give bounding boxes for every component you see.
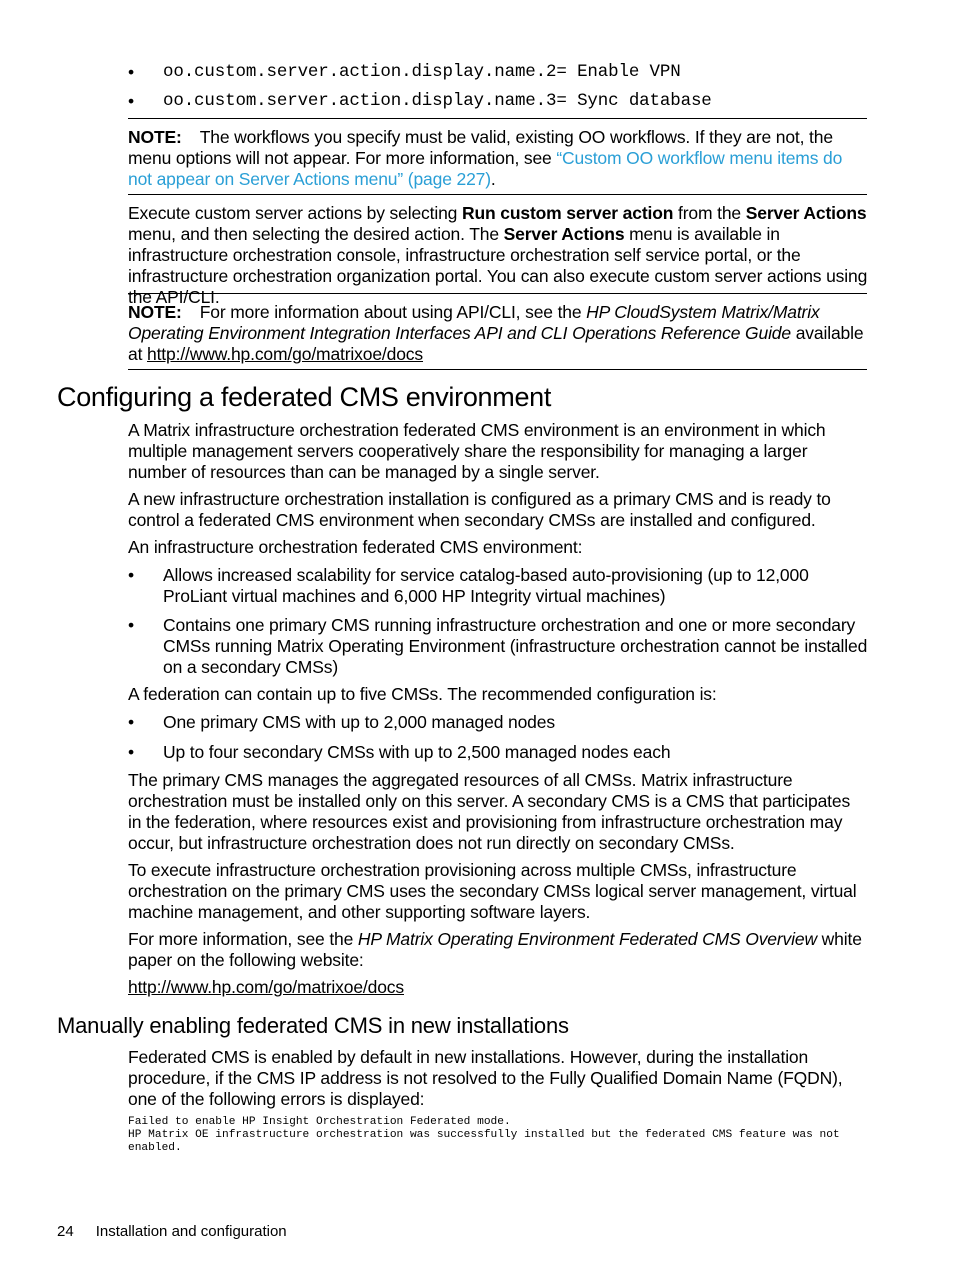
list-item: Up to four secondary CMSs with up to 2,500 managed nodes each (163, 742, 671, 762)
link-matrixoe-docs[interactable]: http://www.hp.com/go/matrixoe/docs (128, 977, 404, 997)
note-rule-bottom (128, 369, 867, 370)
bullet-marker: • (128, 742, 135, 762)
page-number: 24 (57, 1223, 74, 1240)
bullet-marker: • (128, 91, 135, 111)
paragraph-primary-cms: A new infrastructure orchestration installation is configured as a primary CMS and is ready to control a federated CMS environment when secondary CMSs are installed and configured. (128, 489, 831, 530)
bullet-marker: • (128, 712, 135, 732)
link-custom-oo-workflow[interactable]: “Custom OO workflow menu items do not appear on Server Actions menu” (page 227) (128, 148, 843, 189)
paragraph-execute-actions: Execute custom server actions by selecting Run custom server action from the Server Actions menu, and then selecting the desired action. The Server Actions menu is available in infrastructure orchestration console, infrastructure orchestration self service portal, or the infrastructure orchestration organization portal. You can also execute custom server actions using the API/CLI. (128, 203, 868, 307)
bullet-marker: • (128, 565, 135, 585)
note-rule-top (128, 293, 867, 294)
footer-section-title: Installation and configuration (95, 1223, 287, 1240)
note-workflows: NOTE: The workflows you specify must be valid, existing OO workflows. If they are not, the menu options will not appear. For more information, see “Custom OO workflow menu items do not appear on Server Actions menu” (page 227). (128, 127, 843, 189)
section-heading-manual-enable: Manually enabling federated CMS in new installations (57, 1013, 569, 1038)
config-line-sync-database: oo.custom.server.action.display.name.3= Sync database (163, 91, 712, 111)
note-api-cli: NOTE: For more information about using API/CLI, see the HP CloudSystem Matrix/Matrix Operating Environment Integration Interfaces API and CLI Operations Reference Guide available at http://www.hp.com/go/matrixoe/docs (128, 302, 864, 364)
paragraph-federated-default: Federated CMS is enabled by default in new installations. However, during the installation procedure, if the CMS IP address is not resolved to the Fully Qualified Domain Name (FQDN), one of the following errors is displayed: (128, 1047, 843, 1109)
note-label: NOTE: (128, 302, 182, 322)
paragraph-environment: An infrastructure orchestration federated CMS environment: (128, 537, 583, 557)
section-heading-federated-cms: Configuring a federated CMS environment (57, 382, 552, 412)
paragraph-primary-manages: The primary CMS manages the aggregated resources of all CMSs. Matrix infrastructure orchestration must be installed only on this server. A secondary CMS is a CMS that participates in the federation, where resources exist and provisioning from infrastructure orchestration may occur, but infrastructure orchestration does not run directly on secondary CMSs. (128, 770, 851, 853)
paragraph-intro: A Matrix infrastructure orchestration federated CMS environment is an environment in which multiple management servers cooperatively share the responsibility for managing a larger number of resources than can be managed by a single server. (128, 420, 826, 482)
list-item: Allows increased scalability for service catalog-based auto-provisioning (up to 12,000 ProLiant virtual machines and 6,000 HP Integrity virtual machines) (163, 565, 809, 606)
note-rule-top (128, 118, 867, 119)
paragraph-execute-provisioning: To execute infrastructure orchestration provisioning across multiple CMSs, infrastructure orchestration on the primary CMS uses the secondary CMSs logical server management, virtual machine management, and other supporting software layers. (128, 860, 857, 922)
paragraph-more-info: For more information, see the HP Matrix Operating Environment Federated CMS Overview white paper on the following website: (128, 929, 862, 970)
bullet-marker: • (128, 62, 135, 82)
config-line-enable-vpn: oo.custom.server.action.display.name.2= Enable VPN (163, 62, 681, 82)
note-label: NOTE: (128, 127, 182, 147)
paragraph-federation-limit: A federation can contain up to five CMSs. The recommended configuration is: (128, 684, 717, 704)
note-rule-bottom (128, 194, 867, 195)
page-footer (57, 1222, 287, 1242)
list-item: Contains one primary CMS running infrastructure orchestration and one or more secondary CMSs running Matrix Operating Environment (infrastructure orchestration cannot be installed on a secondary CMSs) (163, 615, 868, 677)
bullet-marker: • (128, 615, 135, 635)
link-matrixoe-docs[interactable]: http://www.hp.com/go/matrixoe/docs (147, 344, 424, 364)
error-code-block: Failed to enable HP Insight Orchestration Federated mode. HP Matrix OE infrastructure orchestration was successfully installed but the federated CMS feature was not enabled. (128, 1116, 840, 1154)
list-item: One primary CMS with up to 2,000 managed nodes (163, 712, 555, 732)
website-link-row (128, 977, 868, 998)
